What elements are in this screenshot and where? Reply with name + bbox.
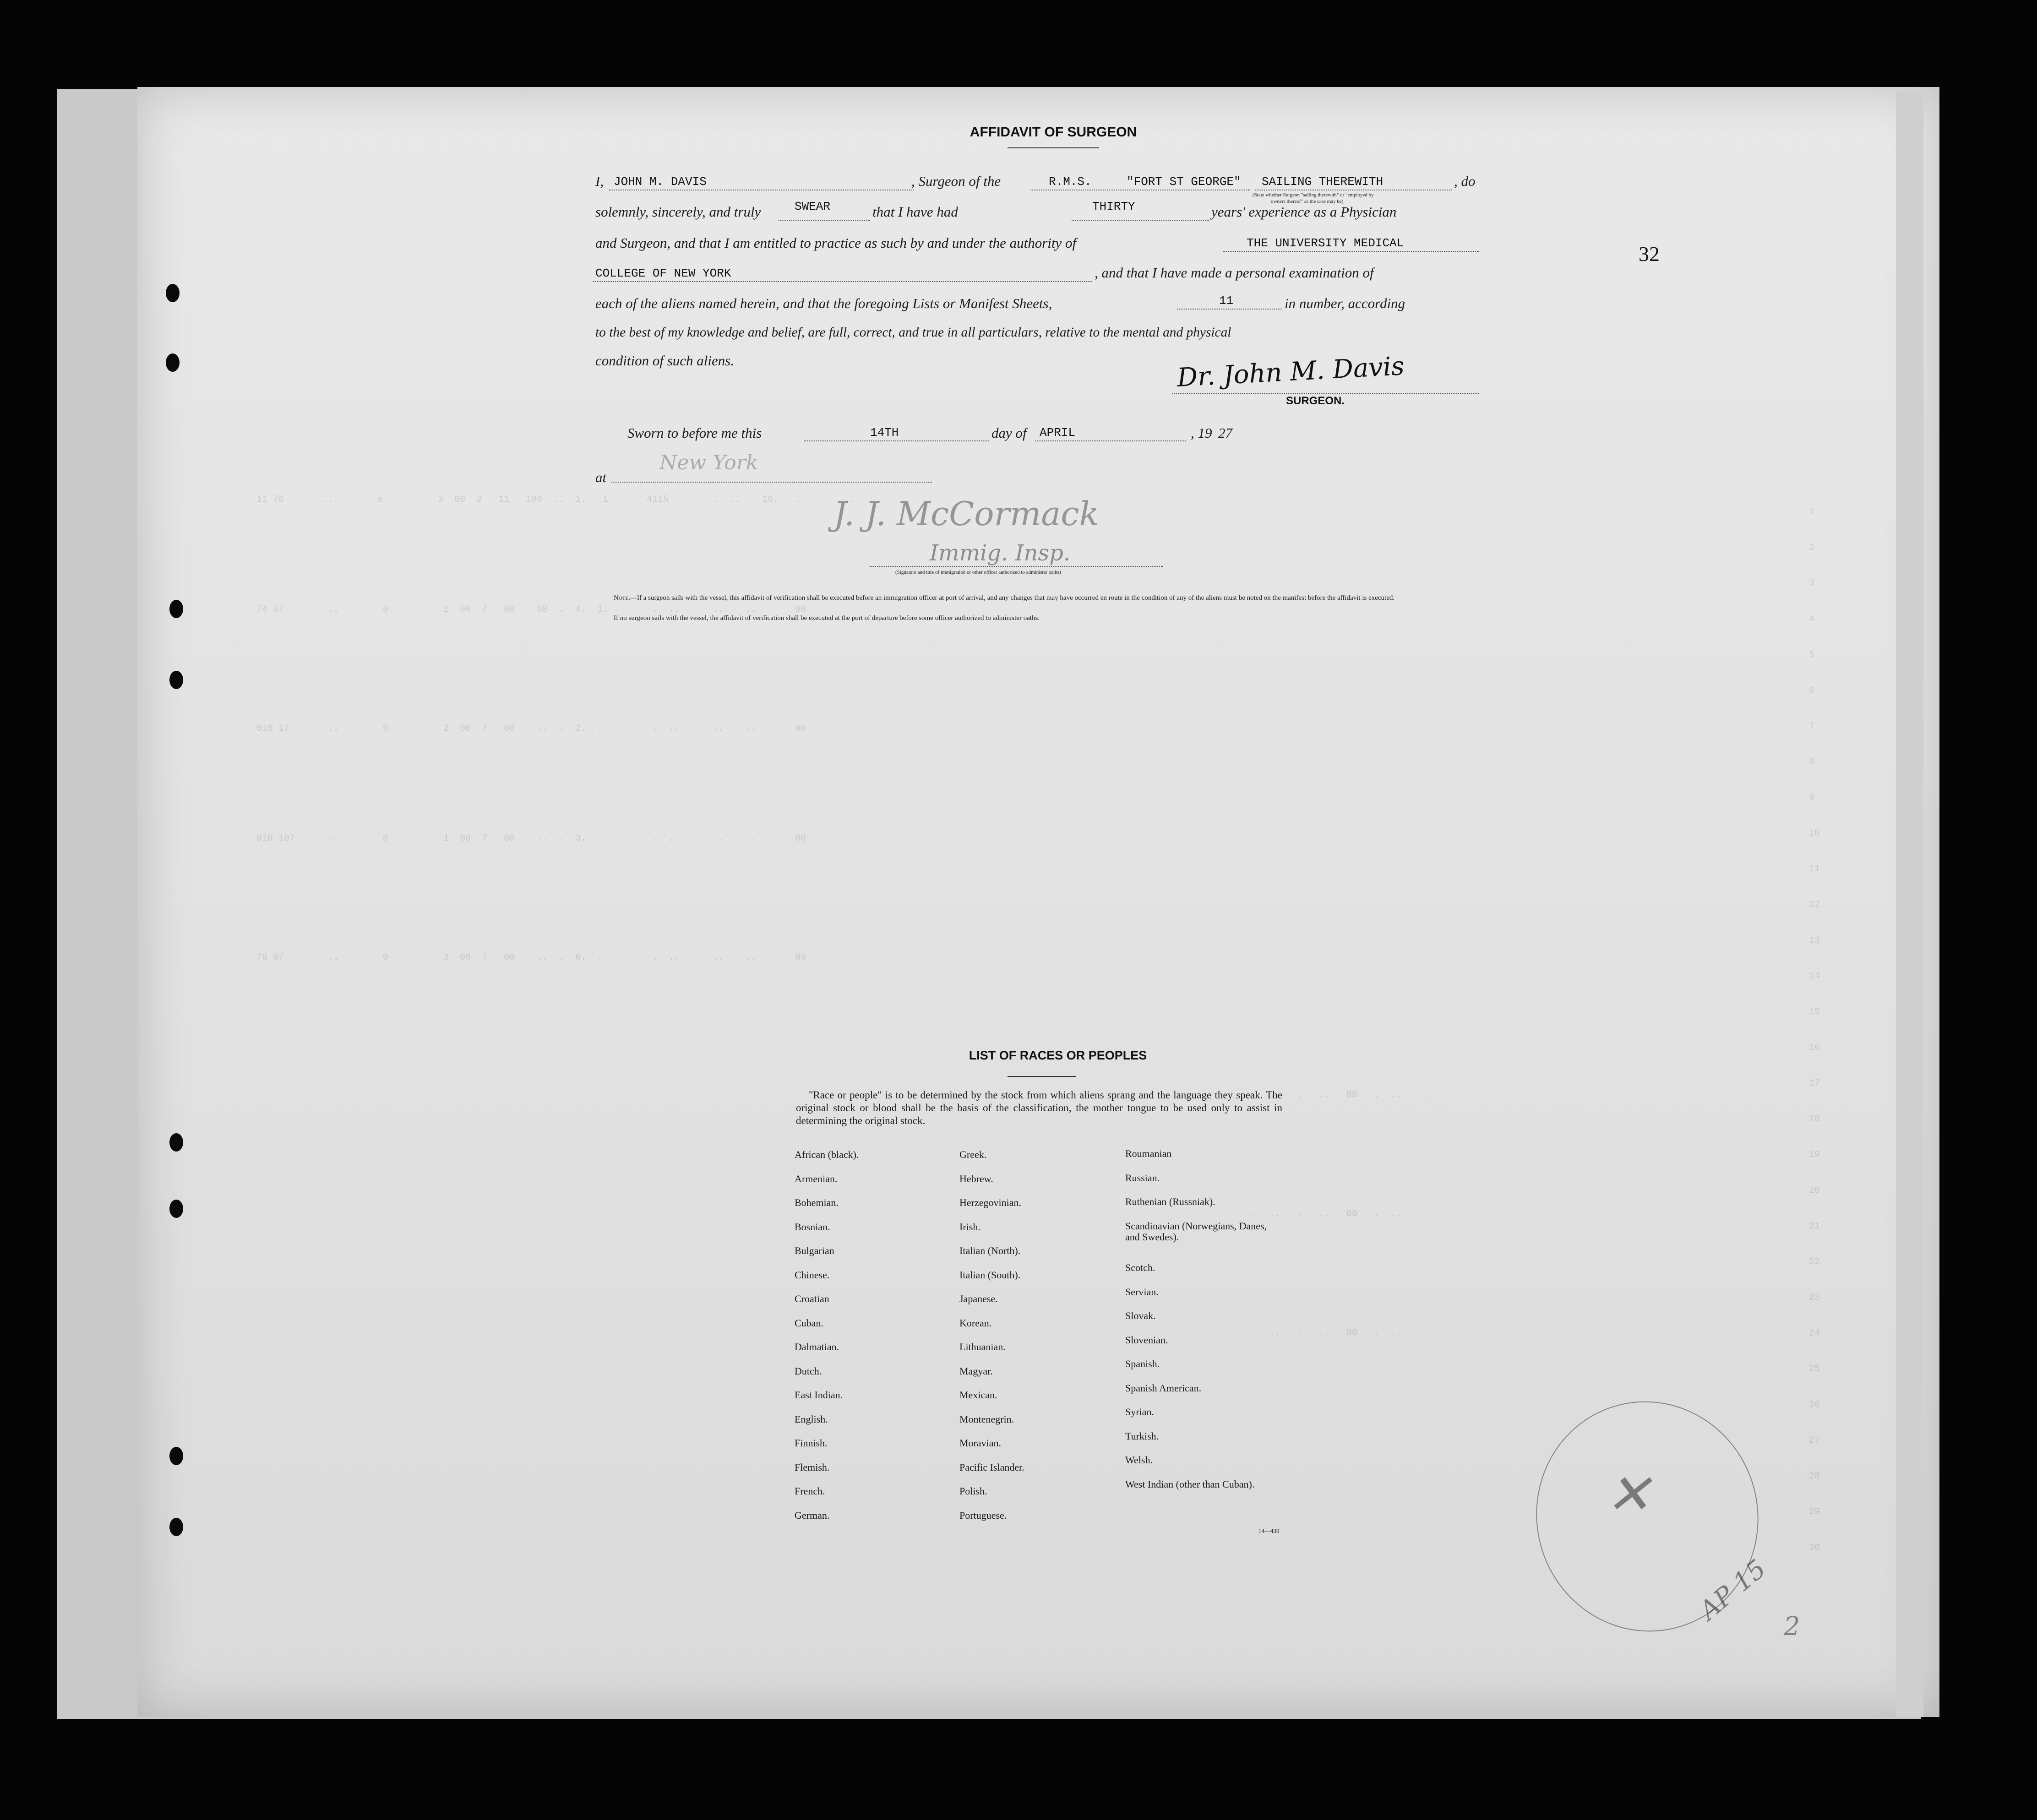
pencil-note: AP 15	[1694, 1554, 1772, 1626]
race-item: Scotch.	[1125, 1262, 1155, 1274]
bleed-through-text: . .. . .. 00 . .. .	[1236, 1328, 1429, 1338]
status-value: SAILING THEREWITH	[1262, 175, 1383, 189]
authority-value-1: THE UNIVERSITY MEDICAL	[1247, 236, 1404, 250]
race-item: Dutch.	[795, 1365, 822, 1377]
race-item: Magyar.	[959, 1365, 993, 1377]
race-item: Turkish.	[1125, 1430, 1159, 1442]
sworn-day-value: 14TH	[870, 426, 899, 440]
sheets-line	[1177, 309, 1282, 310]
surgeon-label: SURGEON.	[1286, 395, 1345, 407]
race-item: Slovak.	[1125, 1310, 1156, 1322]
punch-hole	[169, 1133, 183, 1152]
signature-line	[1172, 393, 1479, 394]
vessel-name-value: "FORT ST GEORGE"	[1127, 175, 1241, 189]
year-prefix: , 19	[1191, 425, 1212, 441]
race-item: Italian (South).	[959, 1269, 1021, 1281]
race-item: Cuban.	[795, 1317, 823, 1329]
punch-hole	[166, 353, 180, 372]
condition-text: condition of such aliens.	[595, 353, 735, 369]
sworn-month-line	[1035, 440, 1186, 441]
race-item: Spanish.	[1125, 1358, 1160, 1370]
note-label: Note.	[614, 594, 630, 602]
race-item: Slovenian.	[1125, 1334, 1168, 1346]
solemnly-text: solemnly, sincerely, and truly	[595, 204, 761, 220]
race-item: East Indian.	[795, 1389, 843, 1401]
years-line	[1072, 220, 1209, 221]
race-item: Italian (North).	[959, 1245, 1021, 1256]
bleed-through-text: 010 17 .. 0 2 00 7 00 .. . 2. . . .. .. .. 00	[256, 723, 806, 734]
status-note-1: (State whether Surgeon "sailing therewith" or "employed by	[1253, 192, 1374, 198]
race-item: Ruthenian (Russniak).	[1125, 1196, 1215, 1207]
surgeon-name-value: JOHN M. DAVIS	[614, 175, 707, 189]
race-item: Russian.	[1125, 1172, 1160, 1184]
officer-signature-line	[870, 566, 1163, 567]
race-item: Irish.	[959, 1221, 980, 1233]
at-place-value: New York	[659, 451, 758, 474]
bleed-through-text: . .. . .. 00 . .. .	[1236, 1209, 1429, 1219]
punch-hole	[169, 600, 183, 618]
officer-title: Immig. Insp.	[930, 540, 1071, 566]
race-item: Hebrew.	[959, 1173, 993, 1184]
sworn-text: Sworn to before me this	[627, 425, 762, 441]
at-label: at	[595, 469, 607, 485]
punch-hole	[169, 671, 183, 689]
page-number: 32	[1639, 242, 1660, 266]
race-item: Lithuanian.	[959, 1341, 1006, 1353]
race-item: Flemish.	[795, 1461, 830, 1473]
race-item: Finnish.	[795, 1437, 828, 1449]
punch-hole	[169, 1200, 183, 1218]
circle-mark: ✕	[1605, 1463, 1651, 1527]
race-item: Montenegrin.	[959, 1413, 1014, 1425]
race-item: Japanese.	[959, 1293, 998, 1304]
race-item: Roumanian	[1125, 1148, 1172, 1159]
race-item: West Indian (other than Cuban).	[1125, 1478, 1255, 1490]
race-item: Syrian.	[1125, 1406, 1154, 1418]
bleed-through-line-numbers: 1 2 3 4 5 6 7 8 9 10 11 12 13 14 15 16 17 18 19 20 21 22 23 24 25 26 27 28 29 30	[1809, 507, 1820, 1553]
race-item: Welsh.	[1125, 1454, 1153, 1466]
race-item: Bohemian.	[795, 1197, 839, 1208]
race-item: Chinese.	[795, 1269, 830, 1281]
race-item: Polish.	[959, 1485, 987, 1497]
affidavit-title: AFFIDAVIT OF SURGEON	[969, 125, 1137, 140]
race-item: Moravian.	[959, 1437, 1002, 1449]
authority-value-2: COLLEGE OF NEW YORK	[595, 266, 731, 280]
bleed-through-text: 74 37 .. 0 2 00 7 08 08 . 4. 1. . .. .. .. 08	[256, 604, 806, 615]
knowledge-text: to the best of my knowledge and belief, are full, correct, and true in all particulars, relative to the mental and physical	[595, 325, 1231, 340]
corner-mark: 2	[1784, 1612, 1800, 1641]
affidavit-note-2: If no surgeon sails with the vessel, the affidavit of verification shall be executed at the port of departure before some officer authorized to administer oaths.	[614, 614, 1040, 622]
race-item: German.	[795, 1509, 830, 1521]
surgeon-of-text: , Surgeon of the	[911, 173, 1001, 189]
have-had-text: that I have had	[872, 204, 958, 220]
affidavit-note-1	[595, 593, 1479, 603]
race-item: Croatian	[795, 1293, 829, 1304]
race-item: Bosnian.	[795, 1221, 830, 1233]
race-item: Scandinavian (Norwegians, Danes, and Swedes).	[1125, 1220, 1267, 1243]
race-item: Korean.	[959, 1317, 992, 1329]
race-item: Armenian.	[795, 1173, 838, 1184]
experience-text: years' experience as a Physician	[1211, 204, 1397, 220]
manifest-sheets-text: each of the aliens named herein, and that the foregoing Lists or Manifest Sheets,	[595, 295, 1052, 311]
punch-hole	[169, 1447, 183, 1465]
race-item: Dalmatian.	[795, 1341, 839, 1353]
page-edge	[1896, 92, 1923, 1717]
race-item: French.	[795, 1485, 825, 1497]
race-item: Portuguese.	[959, 1509, 1007, 1521]
oath-line	[779, 220, 870, 221]
sheets-value: 11	[1219, 294, 1234, 308]
do-text: , do	[1454, 173, 1476, 189]
race-item: African (black).	[795, 1149, 859, 1160]
in-number-text: in number, according	[1285, 295, 1405, 311]
races-title: LIST OF RACES OR PEOPLES	[969, 1049, 1147, 1062]
status-note-2: owners thereof" as the case may be)	[1271, 199, 1344, 204]
race-item: Servian.	[1125, 1286, 1159, 1298]
authority-text: and Surgeon, and that I am entitled to practice as such by and under the authority of	[595, 235, 1077, 251]
punch-hole	[166, 284, 180, 302]
race-item: Bulgarian	[795, 1245, 834, 1256]
form-number: 14—430	[1258, 1527, 1280, 1534]
title-underline	[1008, 147, 1099, 148]
years-value: THIRTY	[1092, 200, 1135, 213]
race-item: Spanish American.	[1125, 1382, 1202, 1394]
at-place-line	[611, 482, 932, 483]
race-item: Pacific Islander.	[959, 1461, 1024, 1473]
races-intro: "Race or people" is to be determined by the stock from which aliens sprang and the language they speak. The original stock or blood shall be the basis of the classification, the mother tongue to be used only to assist in determining the original stock.	[796, 1089, 1282, 1126]
officer-caption: (Signature and title of immigration or other officer authorized to administer oaths)	[895, 570, 1061, 575]
officer-signature: J. J. McCormack	[833, 494, 1100, 533]
day-of-text: day of	[991, 425, 1027, 441]
note-text-1: —If a surgeon sails with the vessel, this affidavit of verification shall be executed before an immigration officer at port of arrival, and any changes that may have occurred en route in the condition of any of the aliens must be noted on the manifest before the affidavit is executed.	[630, 594, 1395, 602]
bleed-through-text: . .. . .. 00 . .. .	[1236, 1090, 1429, 1100]
year-suffix: 27	[1218, 425, 1232, 441]
race-item: English.	[795, 1413, 828, 1425]
race-item: Greek.	[959, 1149, 987, 1160]
examination-text: , and that I have made a personal examination of	[1095, 265, 1374, 281]
sworn-month-value: APRIL	[1040, 426, 1076, 440]
authority-line-1	[1223, 251, 1479, 252]
punch-hole	[169, 1518, 183, 1536]
bleed-through-text: 78 07 .. 0 3 00 7 00 .. . 6. . . .. .. .. 00	[256, 952, 806, 963]
bleed-through-text: 010 107 .. 0 1 00 7 00 .. . 3. . . .. .. .. 00	[256, 833, 806, 844]
affidavit-prefix: I,	[595, 173, 604, 189]
race-item: Mexican.	[959, 1389, 997, 1401]
vessel-type-value: R.M.S.	[1049, 175, 1092, 189]
bleed-through-text: 11 76 .. e 3 00 2 11 100 .. 1. 1 4115 . .. 10. . ..	[256, 494, 856, 505]
oath-value: SWEAR	[795, 200, 831, 213]
authority-line-2	[593, 281, 1092, 282]
surgeon-signature: Dr. John M. Davis	[1176, 351, 1405, 393]
sworn-day-line	[804, 440, 989, 441]
race-item: Herzegovinian.	[959, 1197, 1021, 1208]
races-title-underline	[1008, 1076, 1076, 1077]
